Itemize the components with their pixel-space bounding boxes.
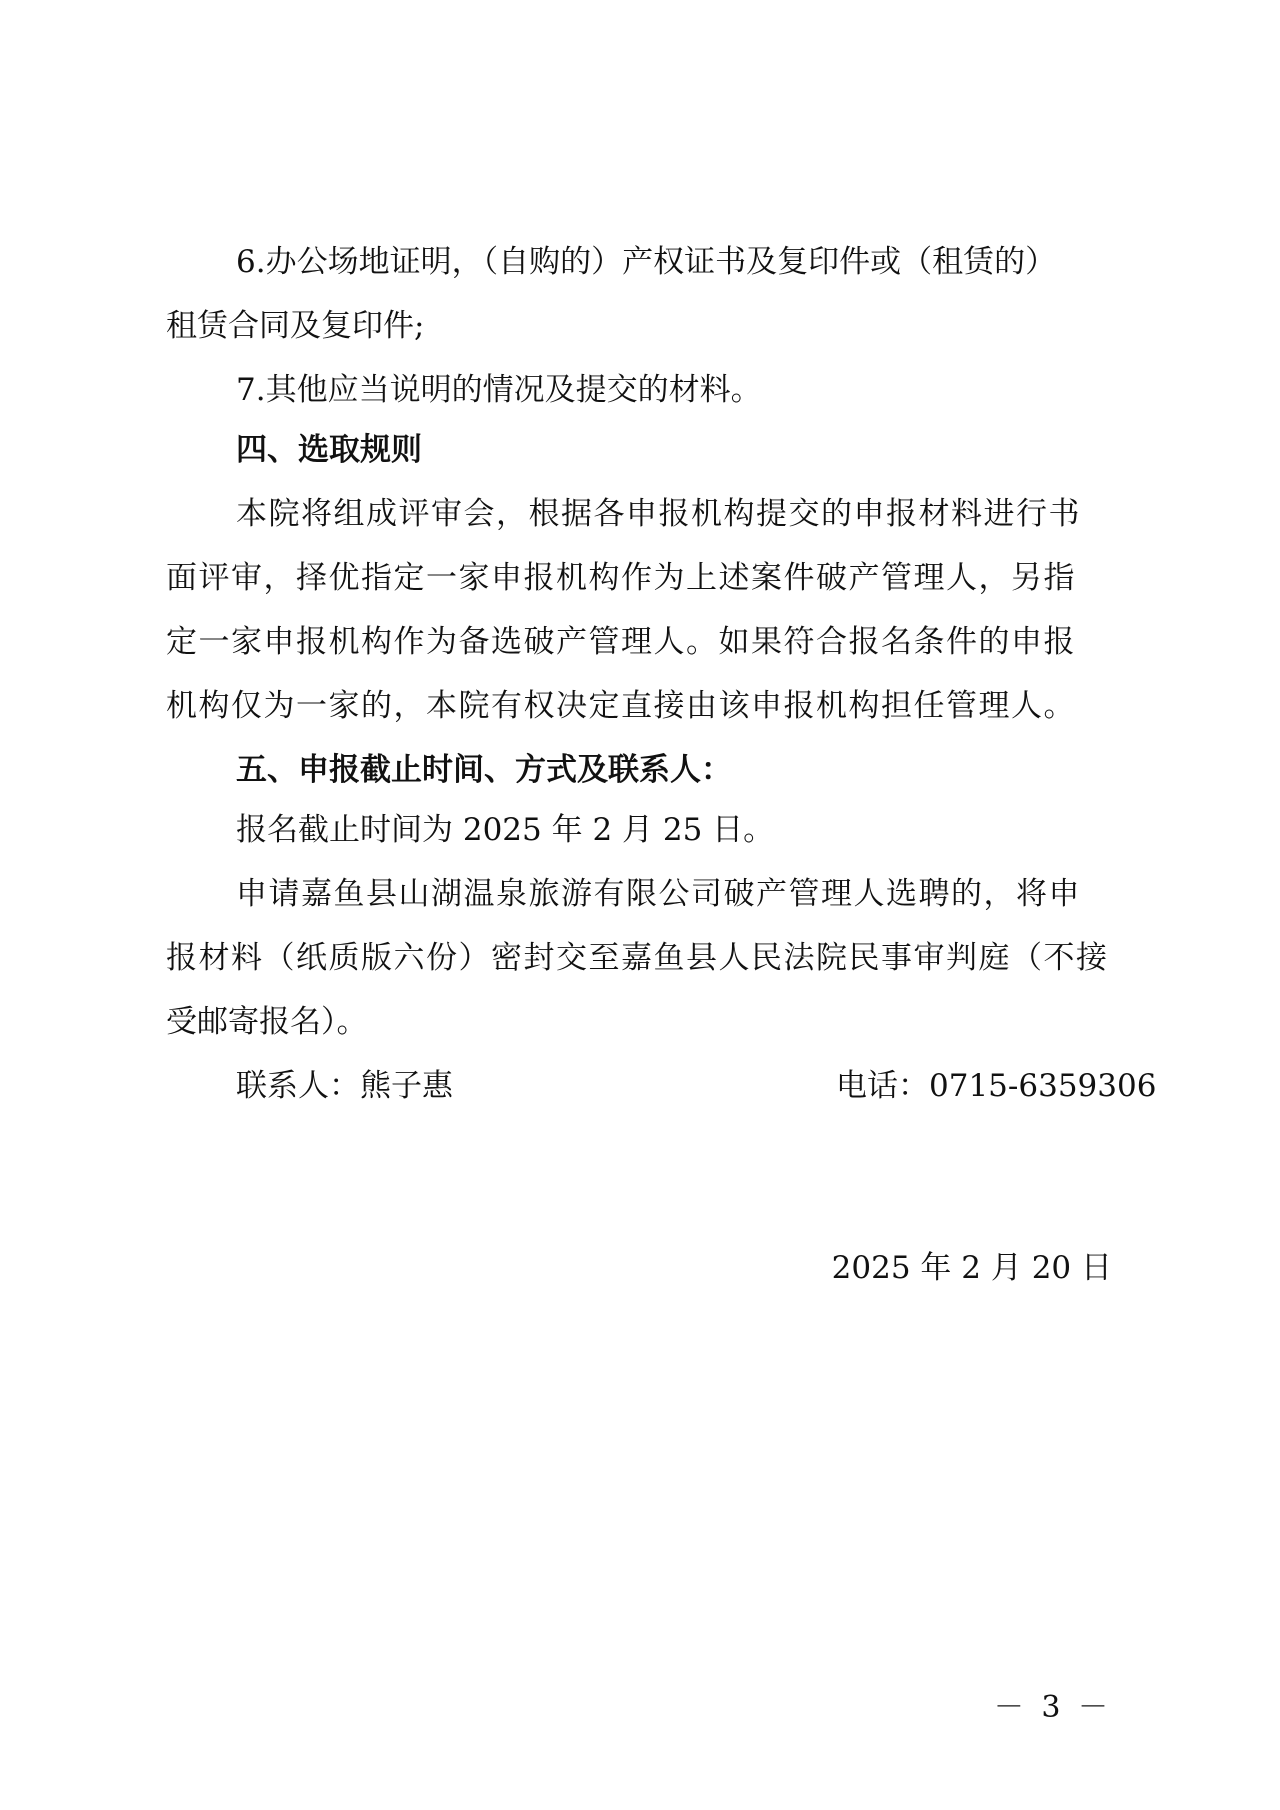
- contact-person: 联系人：熊子惠: [236, 1068, 453, 1104]
- item-6-line-2: 租赁合同及复印件;: [166, 308, 425, 344]
- page-number: － 3 －: [993, 1690, 1112, 1725]
- section-4-heading: 四、选取规则: [236, 432, 422, 468]
- item-7: 7.其他应当说明的情况及提交的材料。: [236, 372, 762, 408]
- deadline-text: 报名截止时间为 2025 年 2 月 25 日。: [236, 812, 775, 848]
- section-4-paragraph-line: 机构仅为一家的，本院有权决定直接由该申报机构担任管理人。: [166, 688, 1076, 724]
- contact-phone: 电话：0715-6359306: [836, 1068, 1157, 1104]
- section-4-paragraph-line: 面评审，择优指定一家申报机构作为上述案件破产管理人，另指: [166, 560, 1076, 596]
- section-5-paragraph-line: 受邮寄报名）。: [166, 1004, 368, 1040]
- contact-line: [236, 1066, 1157, 1106]
- section-4-paragraph-line: 定一家申报机构作为备选破产管理人。如果符合报名条件的申报: [166, 624, 1076, 660]
- document-date: 2025 年 2 月 20 日: [831, 1250, 1112, 1286]
- section-5-paragraph-line: 申请嘉鱼县山湖温泉旅游有限公司破产管理人选聘的，将申: [236, 876, 1081, 912]
- section-5-paragraph-line: 报材料（纸质版六份）密封交至嘉鱼县人民法院民事审判庭（不接: [166, 940, 1109, 976]
- section-4-paragraph-line: 本院将组成评审会，根据各申报机构提交的申报材料进行书: [236, 496, 1081, 532]
- item-6-line-1: 6.办公场地证明，（自购的）产权证书及复印件或（租赁的）: [236, 244, 1057, 280]
- section-5-heading: 五、申报截止时间、方式及联系人：: [236, 752, 732, 788]
